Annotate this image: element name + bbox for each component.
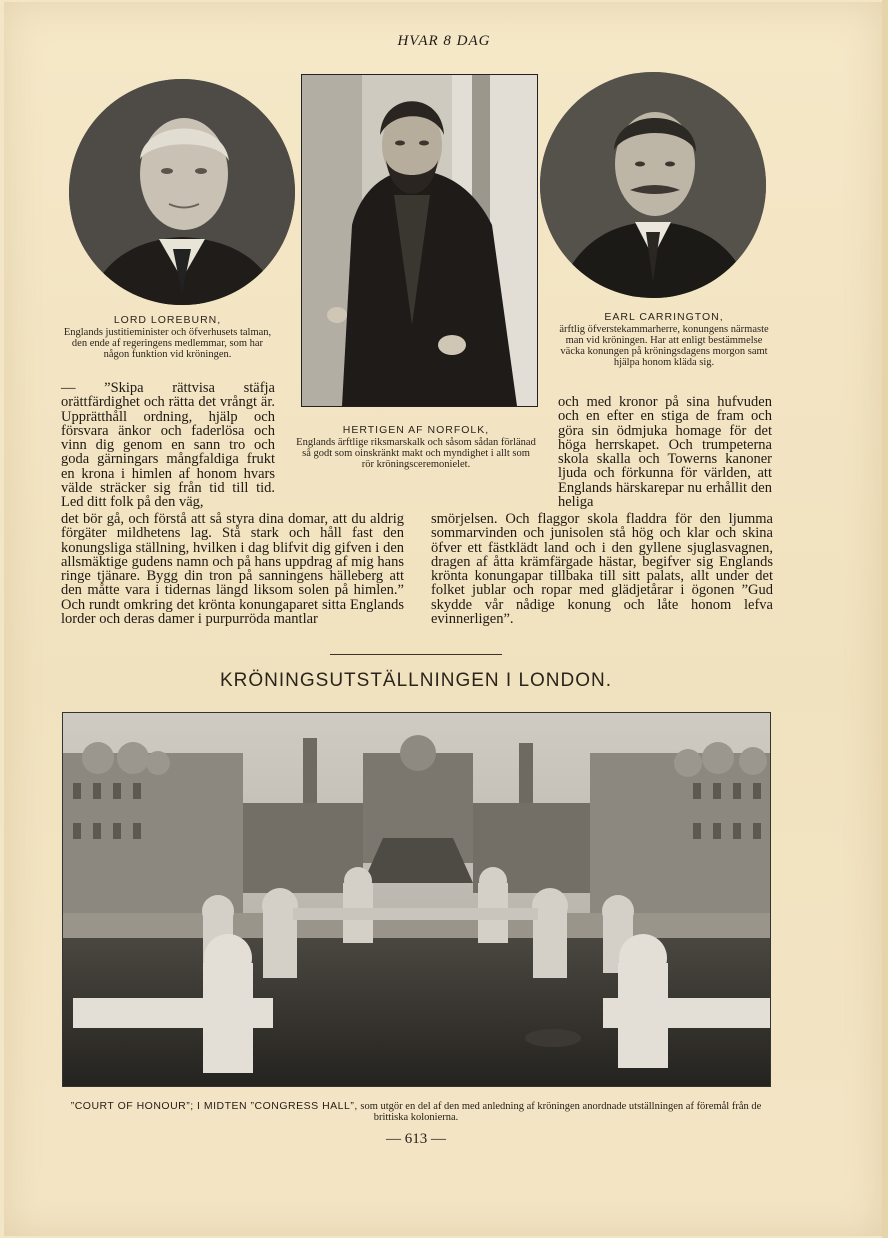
- portrait-norfolk: [301, 74, 538, 407]
- portrait-carrington-image: [540, 72, 766, 298]
- section-title: KRÖNINGSUTSTÄLLNINGEN I LONDON.: [219, 670, 613, 691]
- photo-caption-rest: som utgör en del af den med anledning af kröningen anordnade utställningen af föremål från de brittiska kolonierna.: [360, 1101, 762, 1123]
- article-col1-wide: det bör gå, och förstå att så styra dina domar, att du aldrig förgäter mildhetens lag. Stå stark och håll fast den konungsliga ställning, hvilken i dag blifvit dig gifven i den allsmäktige gudens namn och på hans uppdrag af mig hans ringe tjänare. Bygg din tron på sanningens hälleberg att den måtte vara i tidernas längd liksom solen på himlen.” Och rundt omkring det krönta konungaparet sitta Englands lorder och deras damer i purpurröda mantlar: [61, 511, 404, 628]
- portrait-carrington: [540, 72, 766, 298]
- exhibition-photo-image: [63, 713, 770, 1086]
- exhibition-photo: [62, 712, 771, 1087]
- caption-text: Englands justitieminister och öfverhusets talman, den ende af regeringens medlemmar, som har någon funktion vid kröningen.: [63, 327, 272, 360]
- portrait-loreburn-image: [69, 79, 295, 305]
- section-divider: [330, 654, 502, 655]
- caption-name: HERTIGEN AF NORFOLK,: [342, 424, 490, 436]
- caption-text: ärftlig öfverstekammarherre, konungens närmaste man vid kröningen. Har att enligt bestämmelse väcka konungen på kröningsdagens morgon samt hjälpa honom kläda sig.: [559, 324, 769, 368]
- caption-loreburn: [60, 315, 275, 360]
- caption-name: LORD LOREBURN,: [113, 314, 222, 326]
- portrait-norfolk-image: [302, 75, 537, 406]
- page-number: — 613 —: [386, 1131, 446, 1147]
- caption-text: Englands ärftlige riksmarskalk och såsom sådan förlänad så godt som oinskränkt makt och myndighet i allt som rör kröningsceremonielet.: [296, 437, 536, 470]
- caption-carrington: [555, 312, 773, 368]
- page-edge: [882, 0, 888, 1238]
- running-header: HVAR 8 DAG: [397, 33, 491, 49]
- article-col2-narrow: och med kronor på sina hufvuden och en efter en stiga de fram och göra sin ödmjuka homage för det höga herrskapet. Och trumpeterna skola skalla och Towerns kanoner ljuda och förkunna för världen, att Englands härskarepar nu erhållit den heliga: [558, 394, 772, 511]
- caption-norfolk: [296, 425, 536, 470]
- photo-caption: [62, 1101, 770, 1123]
- photo-caption-lead: ”COURT OF HONOUR”; I MIDTEN ”CONGRESS HALL”,: [70, 1100, 358, 1112]
- article-col1-narrow: — ”Skipa rättvisa stäfja orättfärdighet och rätta det vrångt är. Upprätthåll ordning, hjälp och försvara änkor och faderlösa och vinn dig genom en sann tro och goda gärningars mångfaldiga frukt en krona i himlen af honom hvars välde sträcker sig från tid till tid. Led ditt folk på den väg,: [61, 380, 275, 511]
- article-col2-wide: smörjelsen. Och flaggor skola fladdra för den ljumma sommarvinden och junisolen stå hög och klar och skina öfver ett fästklädt land och i den gyllene sjuglasvagnen, dragen af åtta krämfärgade hästar, begifver sig Englands krönta konungapar tillbaka till sitt palats, allt under det folket jublar och ropar med glädjetårar i ögonen ”Gud skydde vår nådige konung och låte honom lefva evinnerligen”.: [431, 511, 773, 628]
- caption-name: EARL CARRINGTON,: [604, 311, 724, 323]
- portrait-loreburn: [69, 79, 295, 305]
